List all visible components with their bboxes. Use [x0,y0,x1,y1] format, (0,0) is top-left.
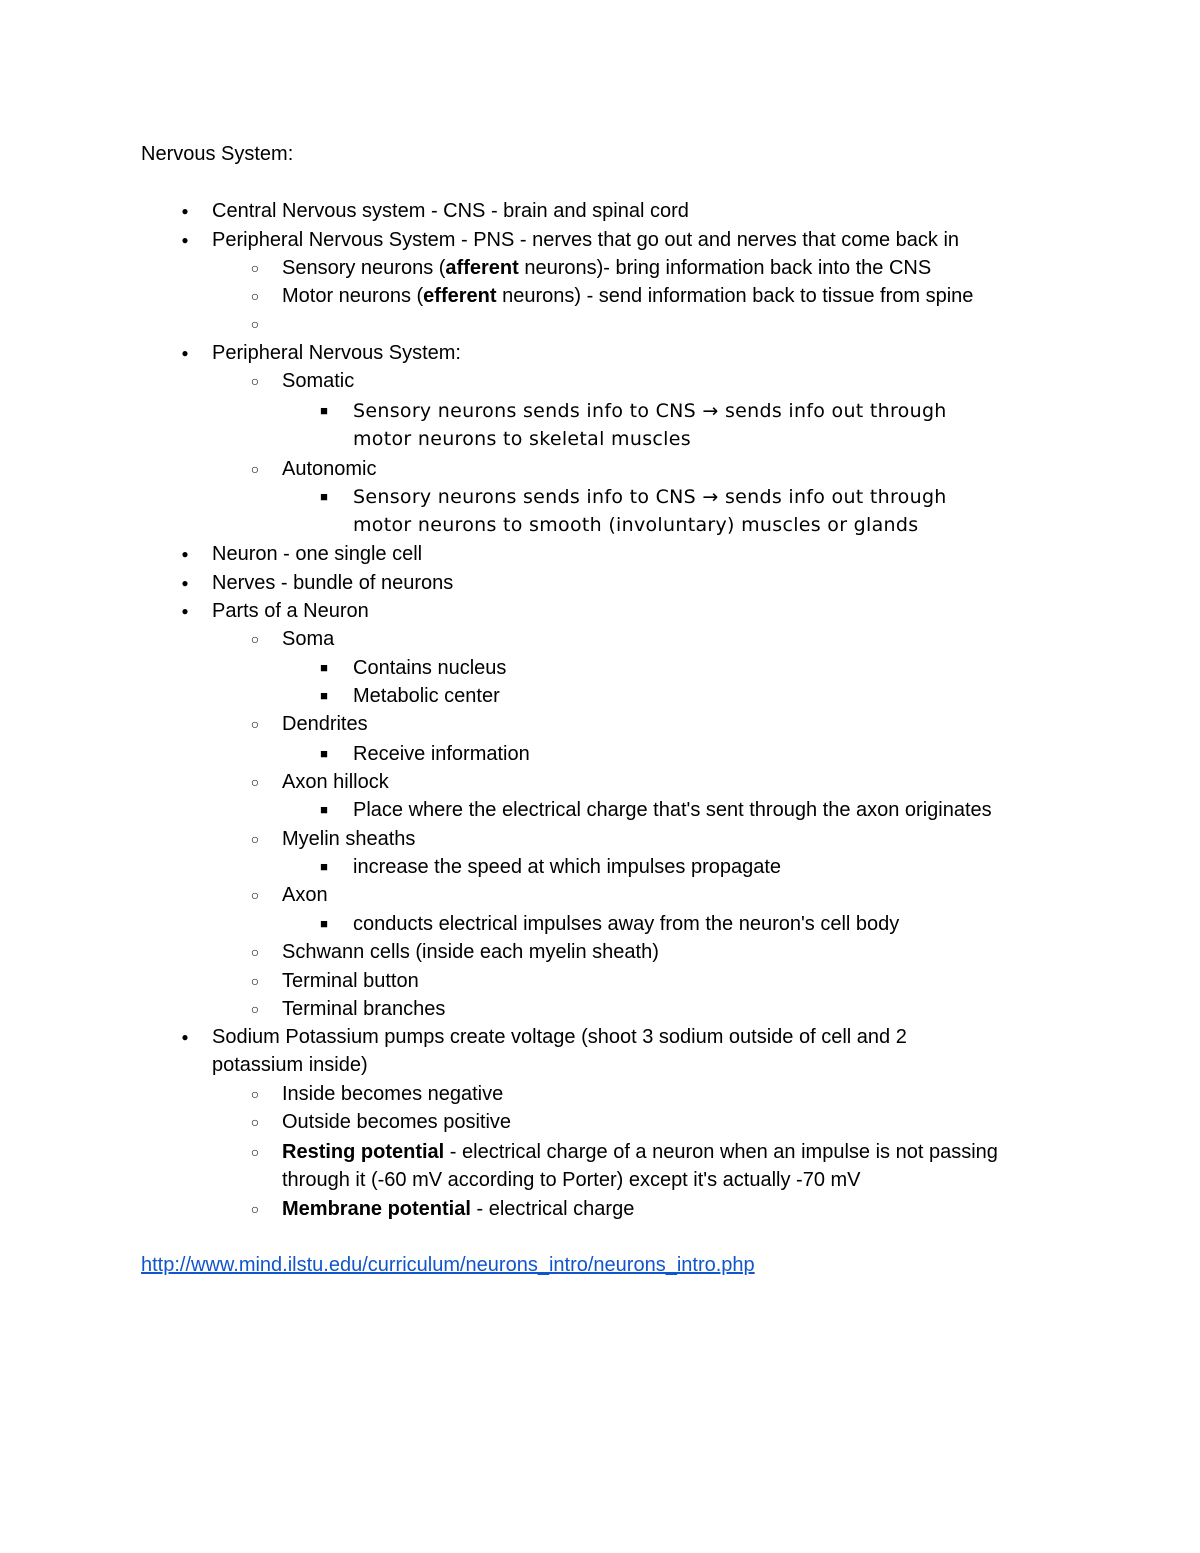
square-bullet-icon: ■ [320,859,328,874]
bold-term: Membrane potential [282,1198,471,1220]
item-pns-2: Peripheral Nervous System: [212,342,461,364]
item-motor [282,282,973,310]
text-segment: neurons) - send information back to tissue from spine [496,285,974,307]
circle-bullet-icon: ○ [250,774,260,790]
circle-bullet-icon: ○ [250,1114,260,1130]
text-segment: - electrical charge [470,1198,635,1220]
square-bullet-icon: ■ [320,746,328,761]
bold-term: efferent [423,285,497,307]
bold-term: afferent [445,257,519,279]
text-segment: Sensory neurons ( [282,257,446,279]
circle-bullet-icon: ○ [250,1201,260,1217]
item-sensory [282,254,931,282]
circle-bullet-icon: ○ [250,260,260,276]
square-bullet-icon: ■ [320,916,328,931]
disc-bullet-icon: ● [181,547,189,561]
circle-bullet-icon: ○ [250,373,260,389]
item-pump-1: Sodium Potassium pumps create voltage (shoot 3 sodium outside of cell and 2 [212,1026,907,1048]
item-autonomic: Autonomic [282,458,377,480]
item-soma-1: Contains nucleus [353,657,507,679]
circle-bullet-icon: ○ [250,887,260,903]
circle-bullet-icon: ○ [250,316,260,332]
circle-bullet-icon: ○ [250,1086,260,1102]
square-bullet-icon: ■ [320,403,328,418]
item-terminal-button: Terminal button [282,970,419,992]
item-axon-1: conducts electrical impulses away from the neuron's cell body [353,913,900,935]
item-somatic: Somatic [282,370,355,392]
item-resting-2: through it (-60 mV according to Porter) except it's actually -70 mV [282,1169,861,1191]
item-pump-2: potassium inside) [212,1054,368,1076]
item-somatic-detail-1: Sensory neurons sends info to CNS → sends info out through [353,400,947,422]
circle-bullet-icon: ○ [250,461,260,477]
item-hillock-1: Place where the electrical charge that's sent through the axon originates [353,799,992,821]
text-segment: neurons)- bring information back into the CNS [518,257,932,279]
item-hillock: Axon hillock [282,771,389,793]
square-bullet-icon: ■ [320,688,328,703]
text-segment: - electrical charge of a neuron when an impulse is not passing [444,1141,998,1163]
circle-bullet-icon: ○ [250,831,260,847]
item-membrane [282,1195,634,1223]
disc-bullet-icon: ● [181,346,189,360]
item-neuron: Neuron - one single cell [212,543,423,565]
item-autonomic-detail-1: Sensory neurons sends info to CNS → sends info out through [353,486,947,508]
item-cns: Central Nervous system - CNS - brain and spinal cord [212,200,689,222]
item-inside: Inside becomes negative [282,1083,504,1105]
item-autonomic-detail-2: motor neurons to smooth (involuntary) muscles or glands [353,514,919,536]
item-dendrites: Dendrites [282,713,368,735]
item-schwann: Schwann cells (inside each myelin sheath) [282,941,659,963]
circle-bullet-icon: ○ [250,973,260,989]
disc-bullet-icon: ● [181,604,189,618]
item-dendrites-1: Receive information [353,743,530,765]
item-pns: Peripheral Nervous System - PNS - nerves that go out and nerves that come back in [212,229,960,251]
circle-bullet-icon: ○ [250,1144,260,1160]
square-bullet-icon: ■ [320,660,328,675]
item-soma-2: Metabolic center [353,685,500,707]
item-myelin-1: increase the speed at which impulses propagate [353,856,782,878]
item-somatic-detail-2: motor neurons to skeletal muscles [353,428,691,450]
item-parts: Parts of a Neuron [212,600,369,622]
circle-bullet-icon: ○ [250,288,260,304]
item-axon: Axon [282,884,328,906]
doc-title: Nervous System: [141,143,294,165]
circle-bullet-icon: ○ [250,944,260,960]
item-soma: Soma [282,628,335,650]
item-myelin: Myelin sheaths [282,828,416,850]
bold-term: Resting potential [282,1141,445,1163]
square-bullet-icon: ■ [320,489,328,504]
circle-bullet-icon: ○ [250,1001,260,1017]
circle-bullet-icon: ○ [250,631,260,647]
reference-link[interactable]: http://www.mind.ilstu.edu/curriculum/neurons_intro/neurons_intro.php [141,1254,755,1276]
item-terminal-branches: Terminal branches [282,998,446,1020]
item-resting [282,1138,998,1166]
circle-bullet-icon: ○ [250,716,260,732]
disc-bullet-icon: ● [181,233,189,247]
square-bullet-icon: ■ [320,802,328,817]
text-segment: Motor neurons ( [282,285,424,307]
item-outside: Outside becomes positive [282,1111,512,1133]
disc-bullet-icon: ● [181,576,189,590]
disc-bullet-icon: ● [181,1030,189,1044]
item-nerves: Nerves - bundle of neurons [212,572,454,594]
disc-bullet-icon: ● [181,204,189,218]
